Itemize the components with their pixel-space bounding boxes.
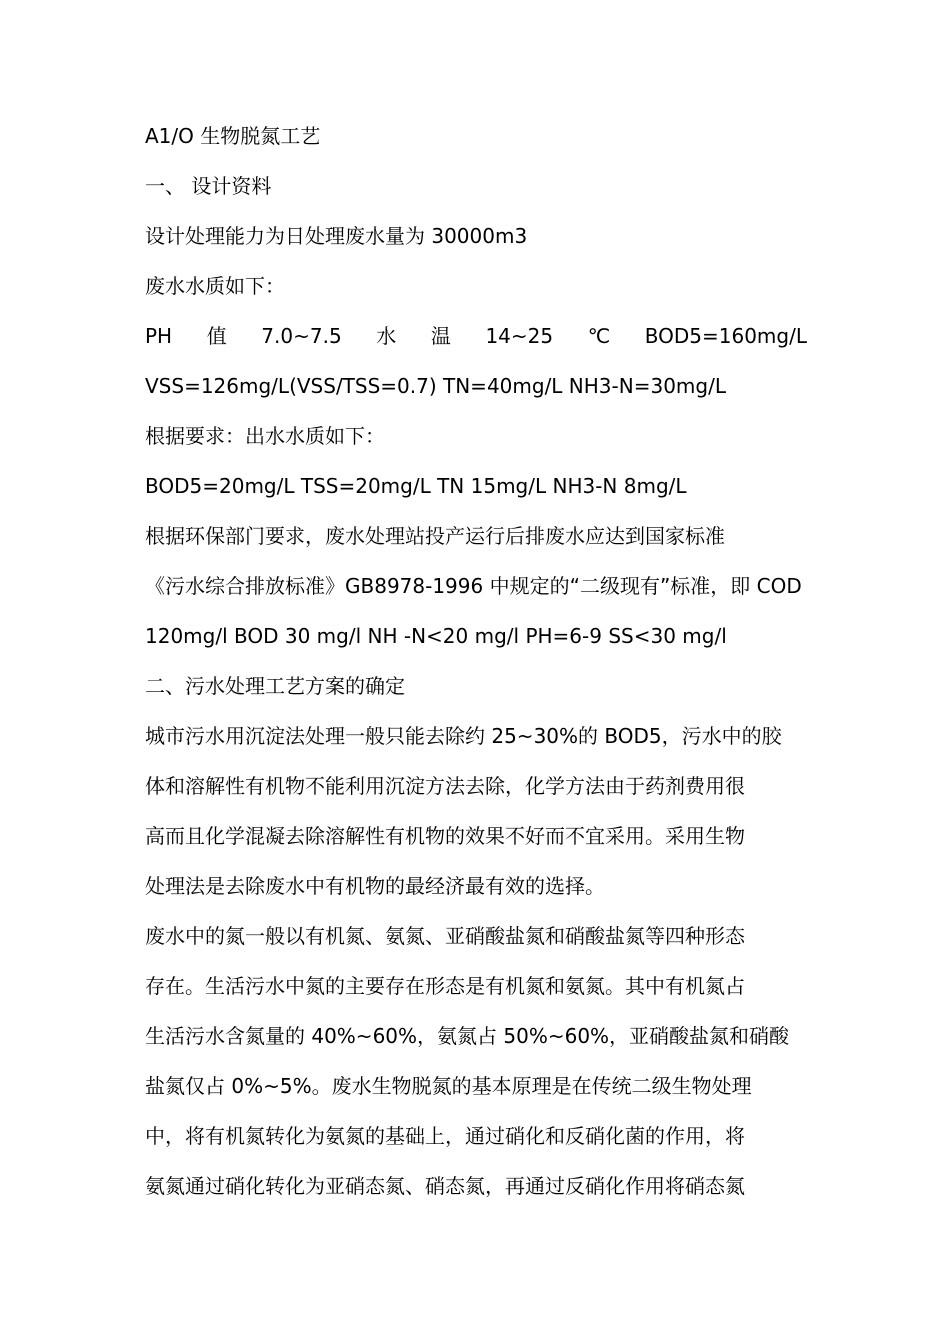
document-title: A1/O 生物脱氮工艺	[145, 124, 321, 148]
influent-param: 7.0~7.5	[261, 324, 342, 348]
paragraph-line: 存在。生活污水中氮的主要存在形态是有机氮和氨氮。其中有机氮占	[145, 974, 745, 998]
paragraph-line: 废水中的氮一般以有机氮、氨氮、亚硝酸盐氮和硝酸盐氮等四种形态	[145, 924, 745, 948]
influent-param: 水	[376, 324, 397, 348]
influent-params-line-2: VSS=126mg/L(VSS/TSS=0.7) TN=40mg/L NH3-N=30mg/L	[145, 374, 726, 398]
paragraph-line: 高而且化学混凝去除溶解性有机物的效果不好而不宜采用。采用生物	[145, 824, 745, 848]
capacity-text: 设计处理能力为日处理废水量为 30000m3	[145, 224, 528, 248]
influent-intro: 废水水质如下：	[145, 274, 285, 298]
paragraph-line: 体和溶解性有机物不能利用沉淀方法去除，化学方法由于药剂费用很	[145, 774, 745, 798]
standard-text-line: 根据环保部门要求，废水处理站投产运行后排废水应达到国家标准	[145, 524, 725, 548]
standard-text-line: 《污水综合排放标准》GB8978-1996 中规定的“二级现有”标准，即 COD	[145, 574, 802, 598]
influent-param: ℃	[587, 324, 611, 348]
effluent-intro: 根据要求：出水水质如下：	[145, 424, 385, 448]
influent-param: 温	[430, 324, 451, 348]
standard-text-line: 120mg/l BOD 30 mg/l NH -N<20 mg/l PH=6-9 SS<30 mg/l	[145, 624, 727, 648]
paragraph-line: 盐氮仅占 0%~5%。废水生物脱氮的基本原理是在传统二级生物处理	[145, 1074, 752, 1098]
paragraph-line: 城市污水用沉淀法处理一般只能去除约 25~30%的 BOD5，污水中的胶	[145, 724, 782, 748]
paragraph-line: 生活污水含氮量的 40%~60%，氨氮占 50%~60%，亚硝酸盐氮和硝酸	[145, 1024, 790, 1048]
influent-param: PH	[145, 324, 173, 348]
section-heading-process: 二、污水处理工艺方案的确定	[145, 674, 405, 698]
influent-params-line	[145, 322, 807, 350]
paragraph-line: 中，将有机氮转化为氨氮的基础上，通过硝化和反硝化菌的作用，将	[145, 1124, 745, 1148]
section-heading-design-data: 一、 设计资料	[145, 174, 272, 198]
influent-param: 值	[206, 324, 227, 348]
effluent-params: BOD5=20mg/L TSS=20mg/L TN 15mg/L NH3-N 8mg/L	[145, 474, 687, 498]
influent-param: 14~25	[485, 324, 554, 348]
paragraph-line: 处理法是去除废水中有机物的最经济最有效的选择。	[145, 874, 605, 898]
paragraph-line: 氨氮通过硝化转化为亚硝态氮、硝态氮，再通过反硝化作用将硝态氮	[145, 1174, 745, 1198]
influent-param: BOD5=160mg/L	[644, 324, 807, 348]
